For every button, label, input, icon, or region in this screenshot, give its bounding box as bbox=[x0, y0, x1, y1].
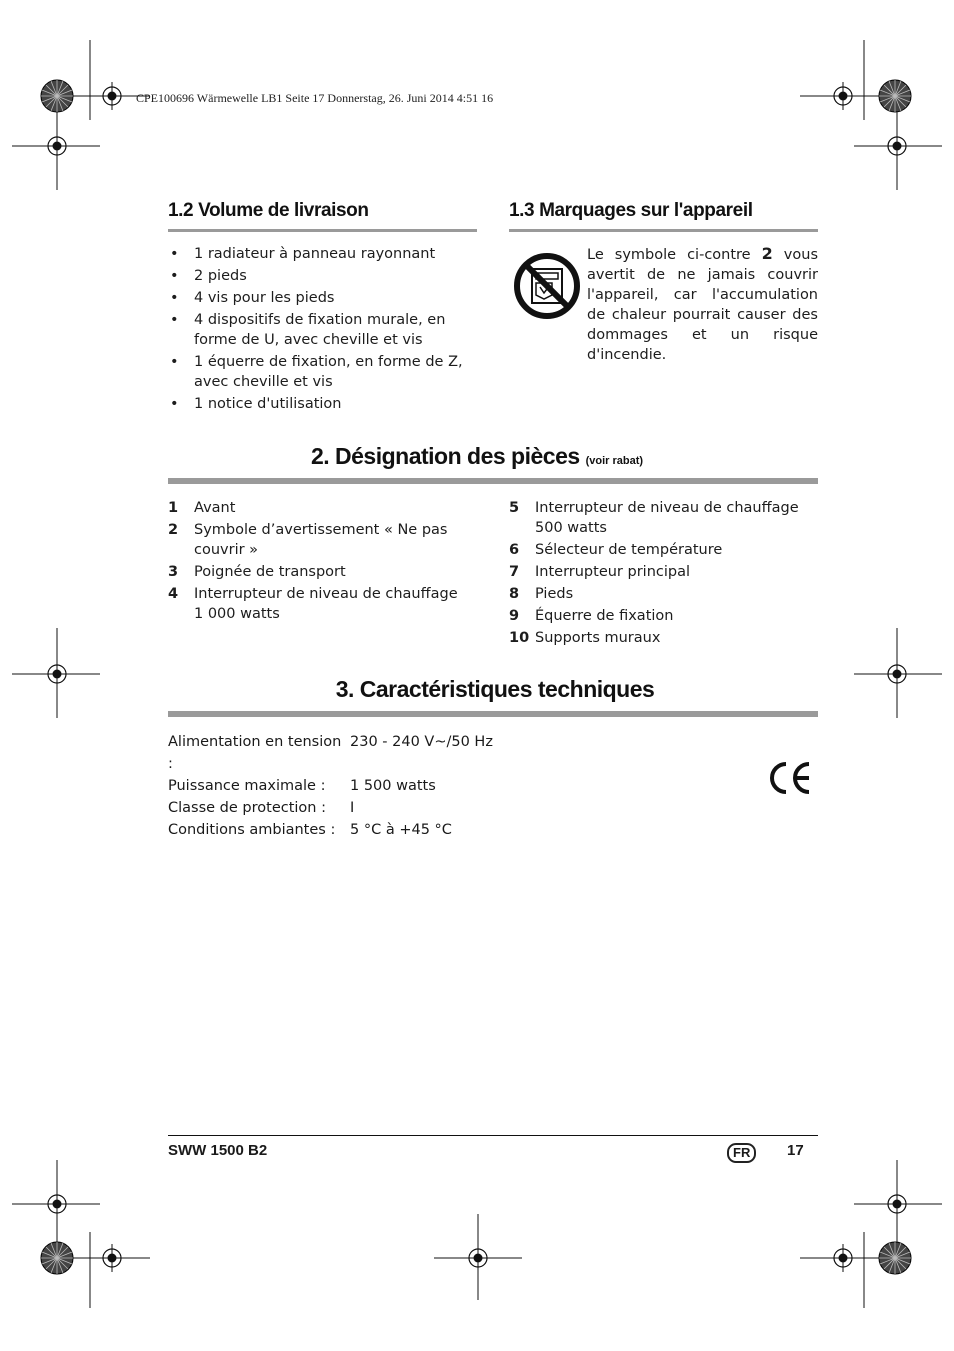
list-item: 6 Sélecteur de température bbox=[509, 542, 723, 558]
delivery-title: 1.2 Volume de livraison bbox=[168, 200, 369, 221]
list-item: 4 Interrupteur de niveau de chauffage 1 000 watts bbox=[168, 586, 458, 622]
language-badge: FR bbox=[727, 1143, 756, 1163]
specs-title: 3. Caractéristiques techniques bbox=[335, 676, 655, 702]
parts-rule bbox=[168, 478, 818, 484]
list-item: 10 Supports muraux bbox=[509, 630, 661, 646]
list-item: 5 Interrupteur de niveau de chauffage 500 watts bbox=[509, 500, 799, 536]
parts-list-left bbox=[168, 498, 458, 626]
table-row: Classe de protection : I bbox=[168, 800, 355, 816]
list-item: • 1 radiateur à panneau rayonnant bbox=[170, 246, 436, 262]
print-header: CPE100696 Wärmewelle LB1 Seite 17 Donnerstag, 26. Juni 2014 4:51 16 bbox=[136, 91, 494, 105]
parts-title: 2. Désignation des pièces (voir rabat) bbox=[310, 443, 644, 469]
ce-mark-icon bbox=[765, 760, 813, 796]
markings-rule bbox=[509, 229, 818, 232]
list-item: 7 Interrupteur principal bbox=[509, 564, 691, 580]
list-item: • 1 équerre de fixation, en forme de Z, avec cheville et vis bbox=[170, 354, 463, 390]
page-number: 17 bbox=[787, 1142, 804, 1159]
list-item: • 4 vis pour les pieds bbox=[170, 290, 335, 306]
markings-title: 1.3 Marquages sur l'appareil bbox=[509, 200, 753, 221]
list-item: 2 Symbole d’avertissement « Ne pas couvrir » bbox=[168, 522, 448, 558]
table-row: Puissance maximale : 1 500 watts bbox=[168, 778, 436, 794]
list-item: • 1 notice d'utilisation bbox=[170, 396, 342, 412]
markings-text: Le symbole ci-contre 2 vous avertit de ne jamais couvrir l'appareil, car l'accumulation de chaleur pourrait causer des dommages et un risque d'incendie. bbox=[587, 244, 819, 363]
footer-model: SWW 1500 B2 bbox=[168, 1142, 268, 1159]
table-row: Alimentation en tension : 230 - 240 V~/50 Hz bbox=[168, 734, 493, 772]
list-item: • 2 pieds bbox=[170, 268, 247, 284]
specs-table bbox=[168, 731, 588, 841]
specs-rule bbox=[168, 711, 818, 717]
parts-list-right bbox=[509, 498, 809, 650]
delivery-rule bbox=[168, 229, 477, 232]
list-item: • 4 dispositifs de fixation murale, en forme de U, avec cheville et vis bbox=[170, 312, 446, 348]
list-item: 3 Poignée de transport bbox=[168, 564, 346, 580]
list-item: 8 Pieds bbox=[509, 586, 574, 602]
do-not-cover-icon bbox=[512, 251, 582, 321]
table-row: Conditions ambiantes : 5 °C à +45 °C bbox=[168, 822, 452, 838]
list-item: 9 Équerre de fixation bbox=[509, 608, 674, 624]
footer-rule bbox=[168, 1135, 818, 1136]
list-item: 1 Avant bbox=[168, 500, 236, 516]
delivery-list bbox=[168, 244, 480, 416]
